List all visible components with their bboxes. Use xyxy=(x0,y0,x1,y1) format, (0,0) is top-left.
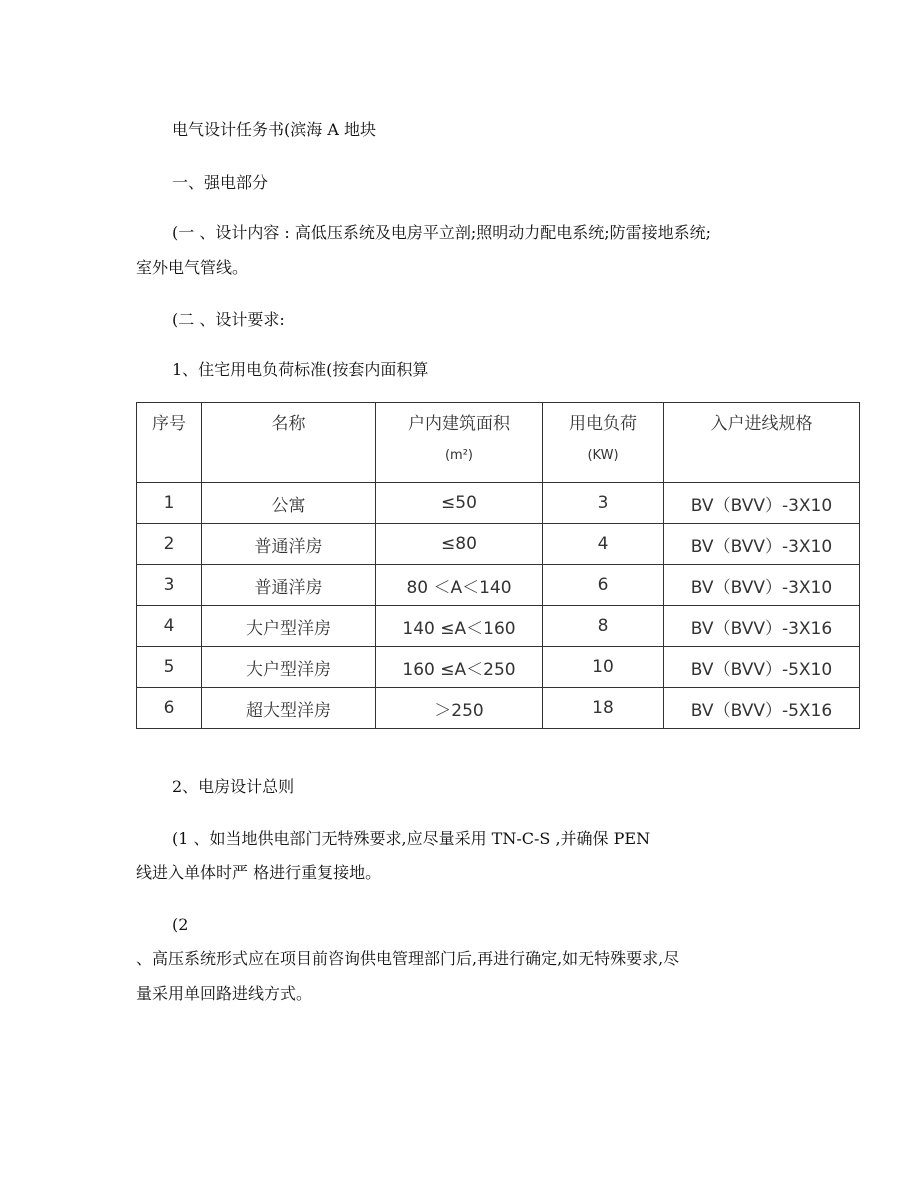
cell-cable: BV（BVV）-3X10 xyxy=(664,524,860,565)
table-row xyxy=(137,606,860,647)
load-standard-heading: 1、住宅用电负荷标准(按套内面积算 xyxy=(172,360,429,379)
cell-cable: BV（BVV）-3X10 xyxy=(664,483,860,524)
cell-area: ≤80 xyxy=(376,524,543,565)
rule-2-line-3: 量采用单回路进线方式。 xyxy=(136,984,313,1003)
header-load: 用电负荷 (KW) xyxy=(543,403,664,483)
cell-name: 普通洋房 xyxy=(202,524,376,565)
cell-name: 公寓 xyxy=(202,483,376,524)
cell-load: 18 xyxy=(543,688,664,729)
table-header-row xyxy=(137,403,860,483)
cell-cable: BV（BVV）-3X16 xyxy=(664,606,860,647)
cell-area: 140 ≤A＜160 xyxy=(376,606,543,647)
rule-1-line-1: (1 、如当地供电部门无特殊要求,应尽量采用 TN-C-S ,并确保 PEN xyxy=(172,829,651,848)
table-row xyxy=(137,647,860,688)
cell-no: 5 xyxy=(137,647,202,688)
cell-no: 6 xyxy=(137,688,202,729)
document-title: 电气设计任务书(滨海 A 地块 xyxy=(172,120,376,139)
design-content-line-2: 室外电气管线。 xyxy=(136,258,249,277)
cell-name: 大户型洋房 xyxy=(202,606,376,647)
table-row xyxy=(137,688,860,729)
cell-no: 2 xyxy=(137,524,202,565)
cell-name: 超大型洋房 xyxy=(202,688,376,729)
table-row xyxy=(137,524,860,565)
cell-no: 1 xyxy=(137,483,202,524)
header-area-unit: (m²) xyxy=(444,448,474,463)
cell-cable: BV（BVV）-5X10 xyxy=(664,647,860,688)
cell-name: 大户型洋房 xyxy=(202,647,376,688)
room-rules-heading: 2、电房设计总则 xyxy=(172,777,295,796)
cell-load: 3 xyxy=(543,483,664,524)
rule-1-line-2: 线进入单体时严 格进行重复接地。 xyxy=(136,863,382,882)
table-row xyxy=(137,565,860,606)
cell-load: 10 xyxy=(543,647,664,688)
cell-cable: BV（BVV）-5X16 xyxy=(664,688,860,729)
cell-no: 4 xyxy=(137,606,202,647)
header-cable: 入户进线规格 xyxy=(664,403,860,483)
cell-area: ≤50 xyxy=(376,483,543,524)
cell-cable: BV（BVV）-3X10 xyxy=(664,565,860,606)
design-requirements-heading: (二 、设计要求: xyxy=(172,310,285,329)
rule-2-line-1: (2 xyxy=(172,915,189,934)
design-content-line-1: (一 、设计内容 : 高低压系统及电房平立剖;照明动力配电系统;防雷接地系统; xyxy=(172,223,712,242)
cell-area: 80 ＜A＜140 xyxy=(376,565,543,606)
cell-no: 3 xyxy=(137,565,202,606)
rule-2-line-2: 、高压系统形式应在项目前咨询供电管理部门后,再进行确定,如无特殊要求,尽 xyxy=(136,949,680,968)
section-heading: 一、强电部分 xyxy=(172,173,269,192)
cell-area: ＞250 xyxy=(376,688,543,729)
cell-load: 8 xyxy=(543,606,664,647)
cell-area: 160 ≤A＜250 xyxy=(376,647,543,688)
header-load-unit: (KW) xyxy=(587,448,619,463)
cell-name: 普通洋房 xyxy=(202,565,376,606)
header-name: 名称 xyxy=(202,403,376,483)
table-row xyxy=(137,483,860,524)
cell-load: 4 xyxy=(543,524,664,565)
header-no: 序号 xyxy=(137,403,202,483)
load-standard-table xyxy=(136,402,860,729)
header-area: 户内建筑面积 (m²) xyxy=(376,403,543,483)
cell-load: 6 xyxy=(543,565,664,606)
